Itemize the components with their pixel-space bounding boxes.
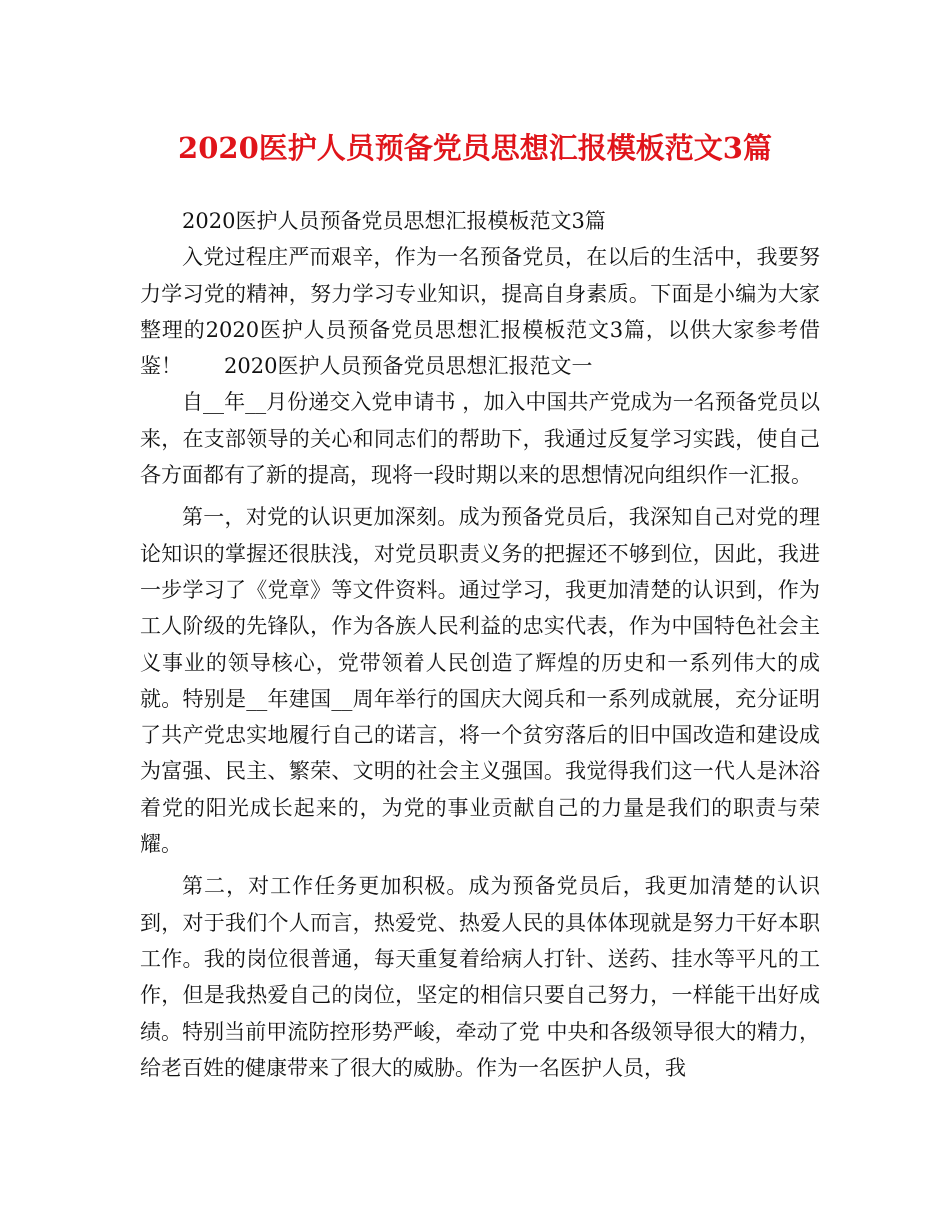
document-body <box>140 203 820 1086</box>
paragraph-subtitle: 2020医护人员预备党员思想汇报模板范文3篇 <box>182 209 606 233</box>
paragraph-second-point: 第二，对工作任务更加积极。成为预备党员后，我更加清楚的认识到，对于我们个人而言，热爱党、热爱人民的具体体现就是努力干好本职工作。我的岗位很普通，每天重复着给病人打针、送药、挂水等平凡的工作，但是我热爱自己的岗位，坚定的相信只要自己努力，一样能干出好成绩。特别当前甲流防控形势严峻，牵动了党 中央和各级领导很大的精力，给老百姓的健康带来了很大的威胁。作为一名医护人员，我 <box>140 874 820 1080</box>
document-title: 2020医护人员预备党员思想汇报模板范文3篇 <box>178 131 772 165</box>
paragraph-first-point: 第一，对党的认识更加深刻。成为预备党员后，我深知自己对党的理论知识的掌握还很肤浅，对党员职责义务的把握还不够到位，因此，我进一步学习了《党章》等文件资料。通过学习，我更加清楚的认识到，作为工人阶级的先锋队，作为各族人民利益的忠实代表，作为中国特色社会主义事业的领导核心，党带领着人民创造了辉煌的历史和一系列伟大的成就。特别是__年建国__周年举行的国庆大阅兵和一系列成就展，充分证明了共产党忠实地履行自己的诺言，将一个贫穷落后的旧中国改造和建设成为富强、民主、繁荣、文明的社会主义强国。我觉得我们这一代人是沐浴着党的阳光成长起来的，为党的事业贡献自己的力量是我们的职责与荣耀。 <box>140 505 820 857</box>
paragraph-intro: 入党过程庄严而艰辛，作为一名预备党员，在以后的生活中，我要努力学习党的精神，努力学习专业知识，提高自身素质。下面是小编为大家整理的2020医护人员预备党员思想汇报模板范文3篇，以供大家参考借鉴！ 2020医护人员预备党员思想汇报范文一 <box>140 245 820 379</box>
paragraph-opening: 自__年__月份递交入党申请书 ，加入中国共产党成为一名预备党员以来，在支部领导的关心和同志们的帮助下，我通过反复学习实践，使自己各方面都有了新的提高，现将一段时期以来的思想情况向组织作一汇报。 <box>140 390 820 488</box>
